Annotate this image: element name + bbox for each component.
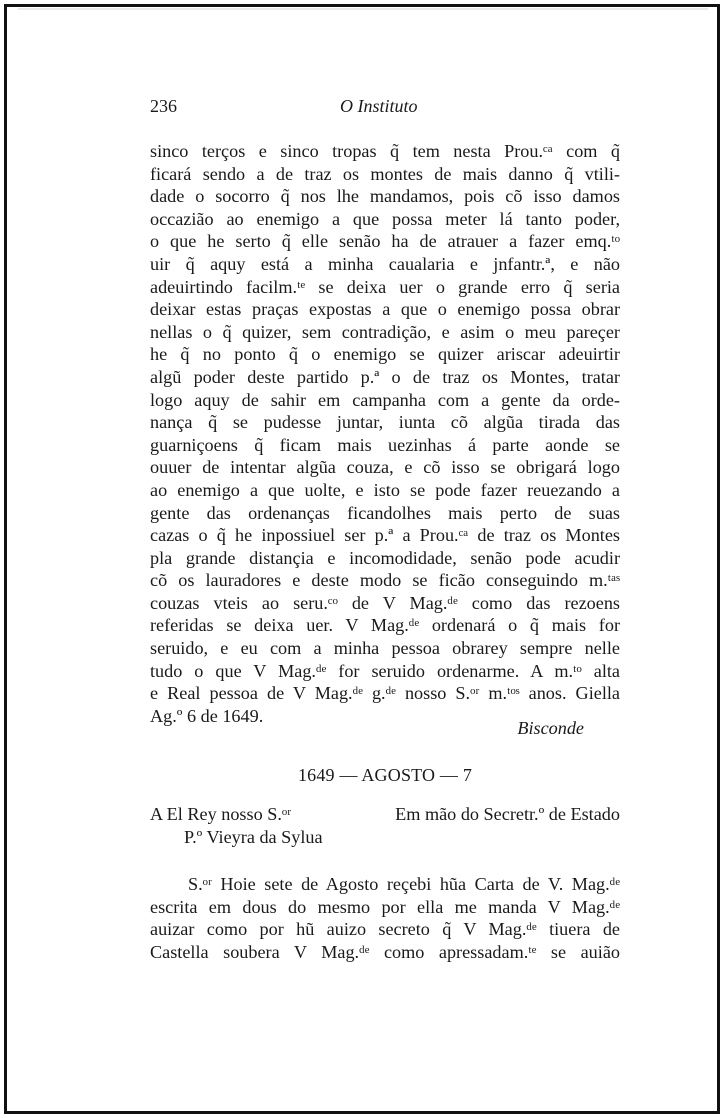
text-line: sinco terços e sinco tropas q̃ tem nesta Prou.ᶜᵃ com q̃ xyxy=(150,141,620,161)
text-line: Castella soubera V Mag.ᵈᵉ como apressadam.ᵗᵉ se auião xyxy=(150,941,620,962)
text-line: ao enemigo a que uolte, e isto se pode fazer reuezando a xyxy=(150,479,620,500)
text-line: pla grande distançia e incomodidade, senão pode acudir xyxy=(150,547,620,568)
text-line: seruido, e eu com a minha pessoa obrarey sempre nelle xyxy=(150,638,620,659)
recipient: A El Rey nosso S.ᵒʳ xyxy=(150,804,292,824)
text-line: referidas se deixa uer. V Mag.ᵈᵉ ordenará o q̃ mais for xyxy=(150,615,620,636)
text-line: ficará sendo a de traz os montes de mais danno q̃ vtili- xyxy=(150,163,620,184)
delivery-note: Em mão do Secretr.º de Estado xyxy=(395,804,620,824)
address-block xyxy=(150,803,620,848)
text-line: escrita em dous do mesmo por ella me manda V Mag.ᵈᵉ xyxy=(150,896,620,917)
text-line: guarniçoens q̃ ficam mais uezinhas á parte aonde se xyxy=(150,434,620,455)
text-line: dade o socorro q̃ nos lhe mandamos, pois cõ isso damos xyxy=(150,186,620,207)
letter-dateline: 1649 — AGOSTO — 7 xyxy=(297,765,473,785)
text-line: Ag.º 6 de 1649. xyxy=(150,705,264,726)
text-line: o que he serto q̃ elle senão ha de atrauer a fazer emq.ᵗᵒ xyxy=(150,231,620,252)
running-header xyxy=(150,96,620,120)
text-line: occazião ao enemigo a que possa meter lá tanto poder, xyxy=(150,208,620,229)
text-line: couzas vteis ao seru.ᶜᵒ de V Mag.ᵈᵉ como das rezoens xyxy=(150,592,620,613)
text-line: gente das ordenanças ficandolhes mais perto de suas xyxy=(150,502,620,523)
text-line: auizar como por hũ auizo secreto q̃ V Mag.ᵈᵉ tiuera de xyxy=(150,919,620,940)
text-line: tudo o que V Mag.ᵈᵉ for seruido ordenarme. A m.ᵗᵒ alta xyxy=(150,660,620,681)
signature: Bisconde xyxy=(517,718,584,738)
text-line: deixar estas praças expostas a que o enemigo possa obrar xyxy=(150,299,620,320)
text-line: nança q̃ se pudesse juntar, iunta cõ algũa tirada das xyxy=(150,412,620,433)
running-title: O Instituto xyxy=(340,96,418,116)
scan-artifact xyxy=(18,8,708,10)
text-line: e Real pessoa de V Mag.ᵈᵉ g.ᵈᵉ nosso S.ᵒʳ m.ᵗᵒˢ anos. Giella xyxy=(150,683,620,704)
text-line: ouuer de intentar algũa couza, e cõ isso se obrigará logo xyxy=(150,457,620,478)
address-line xyxy=(150,803,620,826)
text-line: cõ os lauradores e deste modo se ficão conseguindo m.ᵗᵃˢ xyxy=(150,570,620,591)
text-line: algũ poder deste partido p.ª o de traz os Montes, tratar xyxy=(150,366,620,387)
text-line: S.ᵒʳ Hoie sete de Agosto reçebi hũa Carta de V. Mag.ᵈᵉ xyxy=(188,874,620,894)
text-line: logo aquy de sahir em campanha com a gente da orde- xyxy=(150,389,620,410)
text-line: he q̃ no ponto q̃ o enemigo se quizer ariscar adeuirtir xyxy=(150,344,620,365)
text-line: uir q̃ aquy está a minha caualaria e jnfantr.ª, e não xyxy=(150,253,620,274)
text-line: adeuirtindo facilm.ᵗᵉ se deixa uer o grande erro q̃ seria xyxy=(150,276,620,297)
page-number: 236 xyxy=(150,96,177,116)
new-letter-body xyxy=(150,873,620,963)
letter-body-continued xyxy=(150,140,620,727)
address-line: P.º Vieyra da Sylua xyxy=(184,826,323,847)
text-line: cazas o q̃ he inpossiuel ser p.ª a Prou.ᶜᵃ de traz os Montes xyxy=(150,525,620,546)
text-line: nellas o q̃ quizer, sem contradição, e asim o meu pareçer xyxy=(150,321,620,342)
